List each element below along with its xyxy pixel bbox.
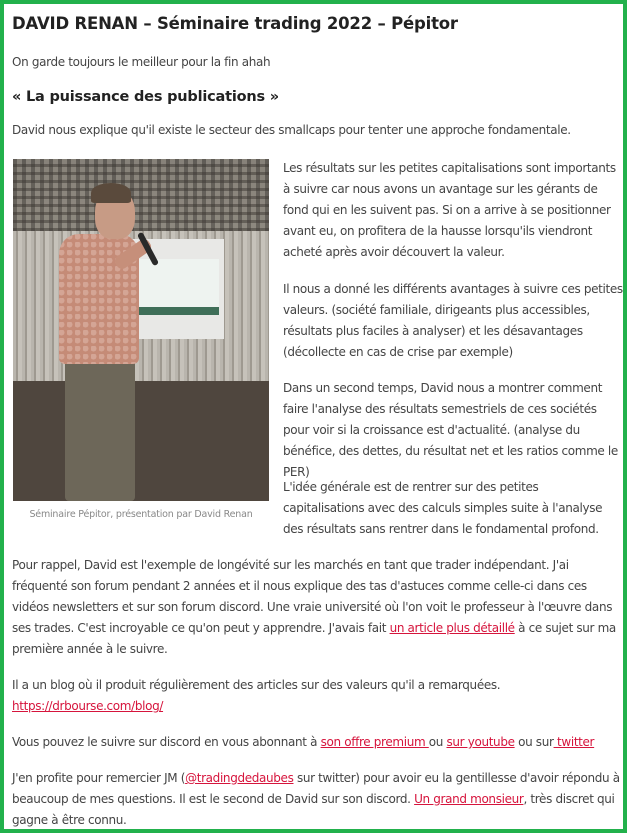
section-heading: « La puissance des publications »: [12, 89, 279, 105]
speaker-photo[interactable]: [13, 159, 269, 501]
paragraph-thanks: [12, 768, 624, 831]
speaker-figure: [13, 159, 269, 520]
figure-caption: Séminaire Pépitor, présentation par David Renan: [29, 509, 253, 520]
thanks-text-after: , très discret qui gagne à être connu.: [12, 792, 615, 827]
photo-person-pants: [65, 359, 135, 501]
tradingdedaubes-link[interactable]: @tradingdedaubes: [185, 771, 294, 785]
grand-monsieur-link[interactable]: Un grand monsieur: [414, 792, 524, 806]
side-paragraph-1: Les résultats sur les petites capitalisations sont importants à suivre car nous avons un avantage sur les gérants de fond qui en les suivent pas. Si on a arrive à se positionner avant eu, on profitera de la hausse lorsqu'ils viendront acheté après avoir découvert la valeur.: [283, 161, 616, 259]
article-detail-link[interactable]: un article plus détaillé: [389, 621, 515, 635]
premium-offer-link[interactable]: son offre premium: [320, 735, 429, 749]
side-paragraph-2: Il nous a donné les différents avantages à suivre ces petites valeurs. (société familiale, dirigeants plus accessibles, résultats plus faciles à analyser) et les désavantages (décollecte en cas de crise par exemple): [283, 282, 623, 359]
paragraph-rappel: [12, 555, 624, 660]
intro-paragraph: On garde toujours le meilleur pour la fin ahah: [12, 55, 271, 69]
blog-text: Il a un blog où il produit régulièrement des articles sur des valeurs qu'il a remarquées.: [12, 678, 501, 692]
side-paragraph-4: L'idée générale est de rentrer sur des petites capitalisations avec des calculs simples suite à l'analyse des résultats sans rentrer dans le fondamental profond.: [283, 480, 603, 536]
paragraph-follow: [12, 732, 624, 753]
photo-slide: [131, 259, 219, 315]
youtube-link[interactable]: sur youtube: [446, 735, 515, 749]
blog-url-link[interactable]: https://drbourse.com/blog/: [12, 699, 164, 713]
photo-ceiling-grid: [13, 159, 269, 231]
twitter-link[interactable]: twitter: [553, 735, 595, 749]
paragraph-blog: [12, 675, 624, 717]
follow-text-mid2: ou sur: [514, 735, 554, 749]
photo-person-hair: [91, 183, 131, 203]
thanks-text-before: J'en profite pour remercier JM (: [12, 771, 186, 785]
rappel-text-after: à ce sujet sur ma première année à le suivre.: [12, 621, 616, 656]
follow-text-before: Vous pouvez le suivre sur discord en vous abonnant à: [12, 735, 321, 749]
photo-floor: [13, 381, 269, 501]
thanks-text-mid: sur twitter) pour avoir eu la gentillesse d'avoir répondu à beaucoup de mes questions. Il est le second de David sur son discord.: [12, 771, 620, 806]
article-title: DAVID RENAN – Séminaire trading 2022 – Pépitor: [12, 14, 458, 33]
lead-paragraph: David nous explique qu'il existe le secteur des smallcaps pour tenter une approche fondamentale.: [12, 123, 571, 137]
rappel-text-before: Pour rappel, David est l'exemple de longévité sur les marchés en tant que trader indépendant. J'ai fréquenté son forum pendant 2 années et il nous explique des tas d'astuces comme celle-ci dans ces vidéos newsletters et sur son forum discord. Une vraie université où l'on voit le professeur à l'œuvre dans ses trades. C'est incroyable ce qu'on peut y apprendre. J'avais fait: [12, 558, 613, 635]
follow-text-mid1: ou: [428, 735, 447, 749]
side-paragraph-3: Dans un second temps, David nous a montrer comment faire l'analyse des résultats semestriels de ces sociétés pour voir si la croissance est d'actualité. (analyse du bénéfice, des dettes, du résultat net et les ratios comme le PER): [283, 381, 618, 479]
